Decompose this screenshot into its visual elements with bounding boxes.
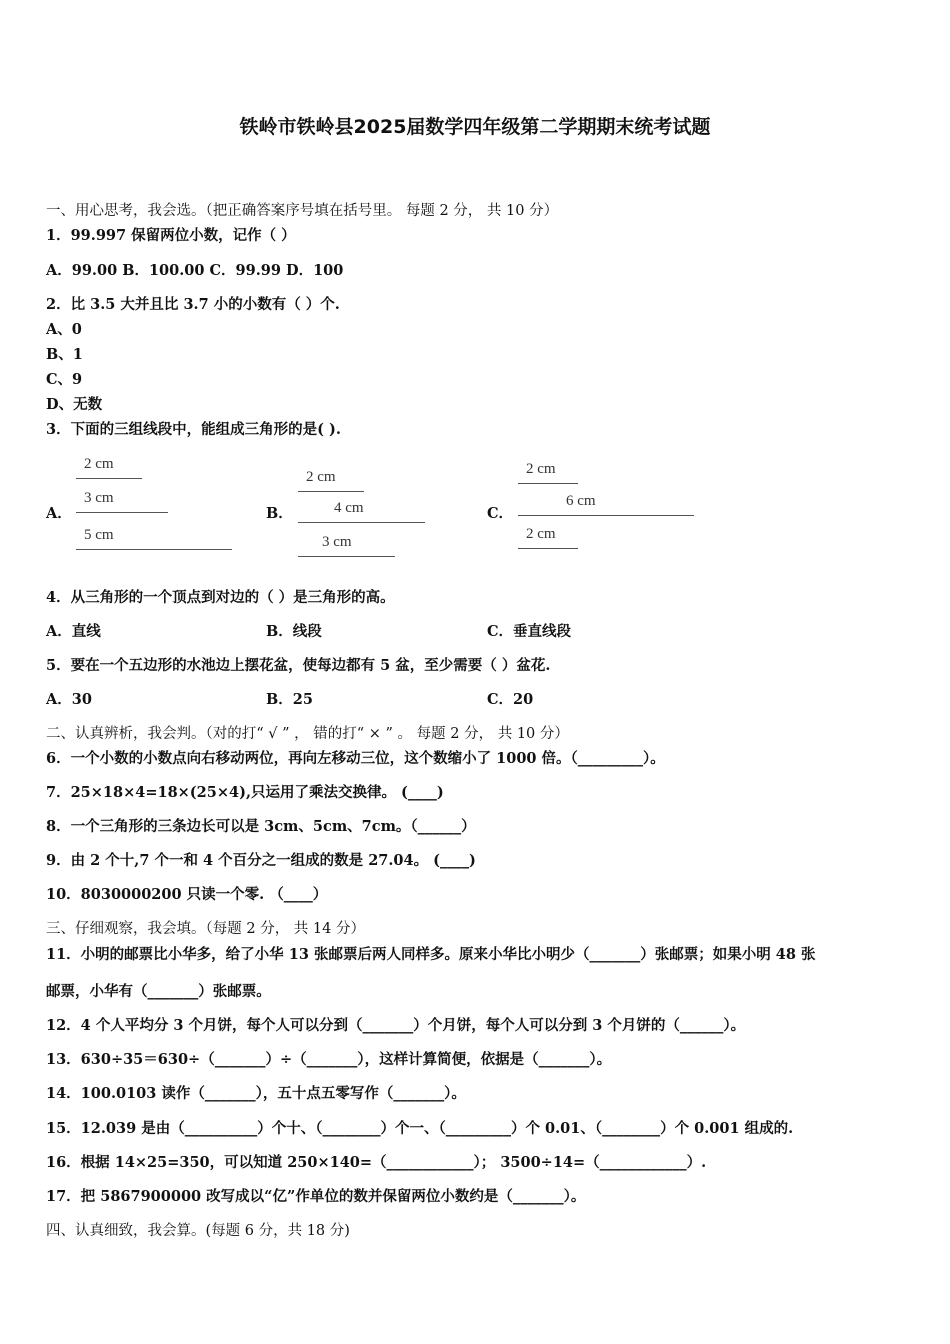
question-7: 7．25×18×4=18×(25×4),只运用了乘法交换律。 (____)	[46, 784, 444, 801]
segment-label: 2 cm	[306, 469, 336, 485]
section-3-heading: 三、仔细观察，我会填。（每题 2 分， 共 14 分）	[46, 921, 365, 937]
segment-label: 4 cm	[334, 500, 364, 516]
section-2-heading: 二、认真辨析，我会判。（对的打“ √ ” ， 错的打“ × ” 。 每题 2 分， 共 10 分）	[46, 726, 569, 742]
question-5-option-b: B．25	[266, 691, 313, 708]
question-5: 5．要在一个五边形的水池边上摆花盆，使每边都有 5 盆，至少需要（ ）盆花.	[46, 657, 551, 674]
question-13: 13．630÷35＝630÷（_______）÷（_______），这样计算简便，依据是（_______）。	[46, 1051, 612, 1068]
question-16: 16．根据 14×25=350，可以知道 250×140=（____________）； 3500÷14=（____________）.	[46, 1154, 707, 1171]
question-3: 3．下面的三组线段中，能组成三角形的是( ).	[46, 421, 341, 438]
section-4-heading: 四、认真细致，我会算。(每题 6 分，共 18 分)	[46, 1223, 350, 1239]
question-4-option-b: B．线段	[266, 623, 322, 640]
question-2-option-a: A、0	[46, 321, 82, 338]
question-8: 8．一个三角形的三条边长可以是 3cm、5cm、7cm。（______）	[46, 818, 476, 835]
question-11-line-1: 11．小明的邮票比小华多，给了小华 13 张邮票后两人同样多。原来小华比小明少（_______）张邮票；如果小明 48 张	[46, 946, 816, 963]
page-title: 铁岭市铁岭县2025届数学四年级第二学期期末统考试题	[239, 116, 711, 138]
question-3-option-c-label: C．	[487, 505, 514, 522]
segment-label: 3 cm	[84, 490, 114, 506]
question-10: 10．8030000200 只读一个零. （____）	[46, 886, 328, 903]
question-14: 14．100.0103 读作（_______），五十点五零写作（_______）。	[46, 1085, 466, 1102]
section-1-heading: 一、用心思考，我会选。（把正确答案序号填在括号里。 每题 2 分， 共 10 分）	[46, 203, 559, 219]
segment-label: 6 cm	[566, 493, 596, 509]
segment-label: 2 cm	[526, 461, 556, 477]
segment-label: 2 cm	[526, 526, 556, 542]
segment-label: 5 cm	[84, 527, 114, 543]
question-1-options: A．99.00 B．100.00 C．99.99 D．100	[46, 262, 344, 279]
segment-label: 2 cm	[84, 456, 114, 472]
question-3-option-b-label: B．	[266, 505, 293, 522]
question-2: 2．比 3.5 大并且比 3.7 小的小数有（ ）个.	[46, 296, 340, 313]
question-2-option-b: B、1	[46, 346, 83, 363]
question-15: 15．12.039 是由（__________）个十、（________）个一、（_________）个 0.01、（________）个 0.001 组成的.	[46, 1120, 794, 1137]
question-2-option-d: D、无数	[46, 396, 103, 413]
question-11-line-2: 邮票，小华有（_______）张邮票。	[46, 983, 271, 1000]
question-4-option-c: C．垂直线段	[487, 623, 572, 640]
question-9: 9．由 2 个十,7 个一和 4 个百分之一组成的数是 27.04。 (____)	[46, 852, 476, 869]
segment-label: 3 cm	[322, 534, 352, 550]
question-5-option-c: C．20	[487, 691, 534, 708]
question-4: 4．从三角形的一个顶点到对边的（ ）是三角形的高。	[46, 589, 395, 606]
question-6: 6．一个小数的小数点向右移动两位，再向左移动三位，这个数缩小了 1000 倍。（_________）。	[46, 750, 665, 767]
question-3-option-a-label: A．	[46, 505, 72, 522]
question-17: 17．把 5867900000 改写成以“亿”作单位的数并保留两位小数约是（_______）。	[46, 1188, 586, 1205]
question-12: 12．4 个人平均分 3 个月饼，每个人可以分到（_______）个月饼，每个人可以分到 3 个月饼的（______）。	[46, 1017, 746, 1034]
question-1: 1．99.997 保留两位小数，记作（ ）	[46, 227, 296, 244]
question-2-option-c: C、9	[46, 371, 83, 388]
question-5-option-a: A．30	[46, 691, 92, 708]
question-4-option-a: A．直线	[46, 623, 101, 640]
